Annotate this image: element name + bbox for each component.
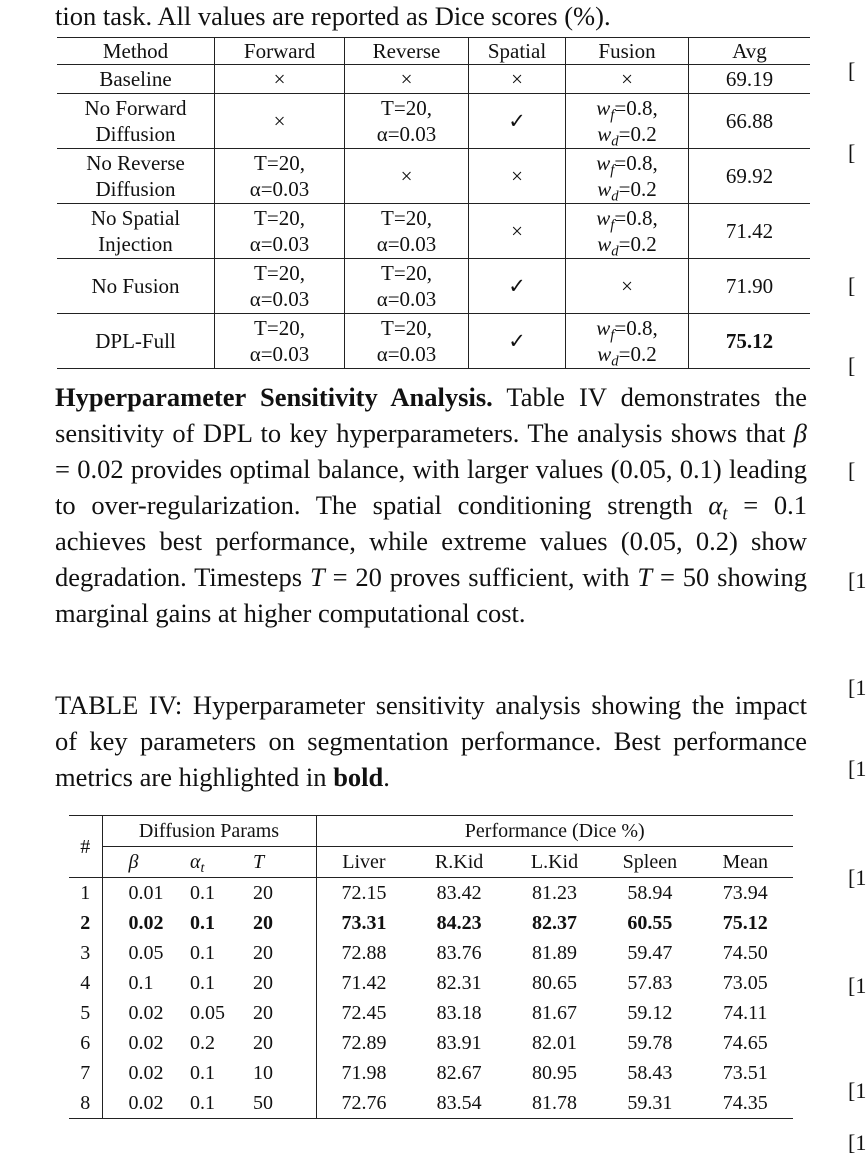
hyperparameter-paragraph <box>55 379 807 631</box>
cell-line: α=0.03 <box>249 287 310 311</box>
perf-cell: 81.89 <box>531 942 577 964</box>
math-value: =0.8, <box>614 96 658 120</box>
math-subscript-var: d <box>611 133 619 150</box>
method-cell <box>57 314 215 369</box>
reference-bracket-fragment: [1 <box>848 1130 866 1155</box>
perf-cell: 84.23 <box>436 912 482 934</box>
reference-bracket-fragment: [1 <box>848 756 866 781</box>
perf-cell: 58.43 <box>627 1062 673 1084</box>
fusion-cell <box>566 149 689 204</box>
table-row <box>57 204 810 259</box>
method-cell <box>57 94 215 149</box>
cell-line: No Fusion <box>91 274 180 298</box>
timesteps-cell: 50 <box>248 1088 316 1119</box>
perf-cell: 82.31 <box>436 972 482 994</box>
alpha-cell: 0.1 <box>190 942 215 964</box>
perf-cell: 75.12 <box>722 912 768 934</box>
beta-cell: 0.02 <box>128 1092 164 1114</box>
cell-line: No Forward <box>84 96 187 120</box>
cell-line: × <box>273 67 286 91</box>
alpha-cell: 0.1 <box>190 882 215 904</box>
reverse-cell <box>345 94 469 149</box>
table-row <box>57 149 810 204</box>
table-row <box>57 94 810 149</box>
cell-line: Baseline <box>99 67 172 91</box>
table-header-row <box>69 816 793 847</box>
paragraph-text: Table IV demonstrates the sensitivity of DPL to key hyperparameters. The analysis shows that <box>55 382 807 448</box>
table-row <box>69 878 793 909</box>
beta-cell: 0.02 <box>128 1062 164 1084</box>
table-row <box>69 1058 793 1088</box>
header-avg: Avg <box>689 38 811 65</box>
paragraph-text: achieves best performance, while extreme values (0.05, 0.2) show degradation. Timesteps <box>55 526 807 592</box>
perf-cell: 81.78 <box>531 1092 577 1114</box>
perf-cell: 74.11 <box>723 1002 768 1024</box>
alpha-cell: 0.1 <box>190 972 215 994</box>
timesteps-cell: 20 <box>248 998 316 1028</box>
cell-line: No Spatial <box>90 206 181 230</box>
cell-line: × <box>400 67 413 91</box>
reference-bracket-fragment: [ <box>848 58 856 83</box>
avg-cell: 71.42 <box>689 204 811 259</box>
math-variable: w <box>597 342 612 366</box>
avg-cell: 69.19 <box>689 65 811 94</box>
reverse-cell <box>345 259 469 314</box>
reference-bracket-fragment: [1 <box>848 973 866 998</box>
cell-line <box>566 176 688 205</box>
perf-cell: 81.67 <box>531 1002 577 1024</box>
fusion-cell <box>566 204 689 259</box>
reference-bracket-fragment: [ <box>848 140 856 165</box>
cross-icon: × <box>469 149 566 204</box>
alpha-cell: 0.05 <box>190 1002 225 1024</box>
math-variable: w <box>596 206 611 230</box>
perf-cell: 72.76 <box>341 1092 387 1114</box>
cell-line: × <box>621 274 633 298</box>
cell-line <box>566 231 688 260</box>
math-variable: T <box>253 851 265 873</box>
beta-cell: 0.01 <box>128 882 164 904</box>
method-cell <box>57 65 215 94</box>
check-icon: ✓ <box>469 94 566 149</box>
cell-line <box>566 95 688 124</box>
alpha-cell: 0.1 <box>190 1062 215 1084</box>
table-iv-caption <box>55 687 807 795</box>
cross-icon: × <box>469 65 566 94</box>
previous-caption-tail: tion task. All values are reported as Dice scores (%). <box>55 1 611 31</box>
cell-line: α=0.03 <box>376 232 437 256</box>
timesteps-cell: 20 <box>248 938 316 968</box>
timesteps-cell: 20 <box>248 1028 316 1058</box>
math-T <box>310 562 382 592</box>
header-param <box>248 847 316 878</box>
reverse-cell <box>345 149 469 204</box>
math-value: =0.2 <box>618 122 657 146</box>
row-index: 7 <box>69 1058 102 1088</box>
forward-cell <box>215 204 345 259</box>
perf-cell: 82.67 <box>436 1062 482 1084</box>
math-variable: w <box>597 122 612 146</box>
avg-cell: 66.88 <box>689 94 811 149</box>
math-value: =0.2 <box>618 232 657 256</box>
forward-cell <box>215 259 345 314</box>
math-subscript-var: f <box>610 107 615 124</box>
cell-line: Injection <box>98 232 173 256</box>
math-variable: T <box>309 562 325 592</box>
cell-line: × <box>273 109 286 133</box>
math-variable: α <box>708 490 723 520</box>
math-subscript <box>611 353 618 369</box>
ablation-table <box>57 37 810 369</box>
paragraph-text: proves sufficient, with <box>381 562 638 592</box>
math-subscript <box>611 243 618 259</box>
math-value: =0.2 <box>618 177 657 201</box>
cell-line: α=0.03 <box>376 122 437 146</box>
table-row <box>69 968 793 998</box>
math-alpha <box>708 490 807 525</box>
cell-line: DPL-Full <box>95 329 176 353</box>
fusion-cell <box>566 65 689 94</box>
math-subscript-var: d <box>611 353 619 370</box>
timesteps-cell: 20 <box>248 968 316 998</box>
perf-cell: 72.88 <box>341 942 387 964</box>
alpha-cell: 0.2 <box>190 1032 215 1054</box>
beta-cell: 0.1 <box>128 972 154 994</box>
perf-cell: 82.37 <box>531 912 577 934</box>
method-cell <box>57 204 215 259</box>
perf-cell: 72.89 <box>341 1032 387 1054</box>
beta-cell: 0.02 <box>128 1002 164 1024</box>
timesteps-cell: 20 <box>248 908 316 938</box>
cell-line: T=20, <box>381 206 432 230</box>
row-index: 2 <box>69 908 102 938</box>
perf-cell: 83.91 <box>436 1032 482 1054</box>
hyperparameter-table <box>69 815 793 1119</box>
row-index: 5 <box>69 998 102 1028</box>
fusion-cell <box>566 94 689 149</box>
perf-cell: 72.15 <box>341 882 387 904</box>
perf-cell: 71.42 <box>341 972 387 994</box>
cell-line: α=0.03 <box>376 287 437 311</box>
reference-bracket-fragment: [1 <box>848 865 866 890</box>
row-index: 6 <box>69 1028 102 1058</box>
perf-cell: 82.01 <box>531 1032 577 1054</box>
perf-cell: 80.65 <box>531 972 577 994</box>
header-diffusion-params: Diffusion Params <box>102 816 316 847</box>
math-variable: α <box>190 851 201 873</box>
timesteps-cell: 10 <box>248 1058 316 1088</box>
math-subscript-var: d <box>611 188 619 205</box>
row-index: 8 <box>69 1088 102 1119</box>
perf-cell: 74.50 <box>722 942 768 964</box>
cell-line: × <box>400 164 413 188</box>
table-row <box>57 259 810 314</box>
table-row <box>69 998 793 1028</box>
math-value: =0.8, <box>614 206 658 230</box>
cell-line: T=20, <box>381 261 432 285</box>
cell-line: T=20, <box>254 261 305 285</box>
header-param <box>185 847 248 878</box>
header-r-kid: R.Kid <box>434 851 484 873</box>
caption-end: . <box>383 762 390 792</box>
header-liver: Liver <box>342 851 386 873</box>
perf-cell: 74.35 <box>722 1092 768 1114</box>
perf-cell: 80.95 <box>531 1062 577 1084</box>
forward-cell <box>215 65 345 94</box>
cell-line: α=0.03 <box>249 342 310 366</box>
math-variable: T <box>637 562 653 592</box>
perf-cell: 74.65 <box>722 1032 768 1054</box>
table-row <box>69 908 793 938</box>
method-cell <box>57 149 215 204</box>
table-row <box>57 314 810 369</box>
perf-cell: 58.94 <box>627 882 673 904</box>
caption-bold-word: bold <box>333 762 384 792</box>
math-value: =0.2 <box>618 342 657 366</box>
header-spleen: Spleen <box>622 851 678 873</box>
math-variable: β <box>793 418 807 448</box>
perf-cell: 73.94 <box>722 882 768 904</box>
math-subscript-var: f <box>610 217 615 234</box>
math-variable: w <box>596 96 611 120</box>
math-subscript-var: f <box>610 327 615 344</box>
fusion-cell <box>566 259 689 314</box>
perf-cell: 83.54 <box>436 1092 482 1114</box>
paragraph-text: provides optimal balance, with larger values (0.05, 0.1) leading to over-regularization. The spatial conditioning strength <box>55 454 807 520</box>
header-reverse: Reverse <box>345 38 469 65</box>
row-index: 4 <box>69 968 102 998</box>
math-value: = 0.02 <box>55 454 124 484</box>
cross-icon: × <box>469 204 566 259</box>
check-icon: ✓ <box>469 259 566 314</box>
table-row <box>57 65 810 94</box>
math-subscript-var: t <box>200 861 205 877</box>
row-index: 1 <box>69 878 102 909</box>
beta-cell: 0.02 <box>128 912 164 934</box>
table-header-row <box>57 38 810 65</box>
cell-line <box>566 341 688 370</box>
alpha-cell: 0.1 <box>190 1092 215 1114</box>
cell-line: T=20, <box>254 151 305 175</box>
header-l-kid: L.Kid <box>530 851 579 873</box>
reference-bracket-fragment: [1 <box>848 1078 866 1103</box>
perf-cell: 83.18 <box>436 1002 482 1024</box>
table-subheader-row <box>69 847 793 878</box>
cell-line <box>566 121 688 150</box>
header-forward: Forward <box>215 38 345 65</box>
forward-cell <box>215 149 345 204</box>
math-value: =0.8, <box>614 316 658 340</box>
table-row <box>69 1088 793 1119</box>
perf-cell: 83.76 <box>436 942 482 964</box>
check-icon: ✓ <box>469 314 566 369</box>
beta-cell: 0.05 <box>128 942 164 964</box>
paragraph-heading: Hyperparameter Sensitivity Analysis. <box>55 382 493 412</box>
cell-line: × <box>621 67 633 91</box>
header-index: # <box>69 816 102 878</box>
math-variable: w <box>597 232 612 256</box>
cell-line: α=0.03 <box>376 342 437 366</box>
method-cell <box>57 259 215 314</box>
reference-bracket-fragment: [ <box>848 353 856 378</box>
cell-line: α=0.03 <box>249 232 310 256</box>
math-value: =0.8, <box>614 151 658 175</box>
header-performance: Performance (Dice %) <box>316 816 793 847</box>
math-subscript <box>201 861 205 876</box>
perf-cell: 81.23 <box>531 882 577 904</box>
math-variable: w <box>596 316 611 340</box>
cell-line: Diffusion <box>95 177 176 201</box>
avg-cell: 75.12 <box>689 314 811 369</box>
header-param <box>102 847 185 878</box>
avg-cell: 71.90 <box>689 259 811 314</box>
math-value: = 50 <box>652 562 710 592</box>
cell-line: T=20, <box>381 316 432 340</box>
reverse-cell <box>345 314 469 369</box>
math-variable: β <box>128 851 139 873</box>
cell-line: Diffusion <box>95 122 176 146</box>
header-spatial: Spatial <box>469 38 566 65</box>
math-subscript <box>611 133 618 149</box>
reverse-cell <box>345 65 469 94</box>
table-row <box>69 1028 793 1058</box>
cell-line <box>566 150 688 179</box>
perf-cell: 59.12 <box>627 1002 673 1024</box>
reverse-cell <box>345 204 469 259</box>
math-subscript <box>611 188 618 204</box>
alpha-cell: 0.1 <box>190 912 215 934</box>
reference-bracket-fragment: [1 <box>848 568 866 593</box>
perf-cell: 60.55 <box>627 912 673 934</box>
math-T <box>637 562 709 592</box>
cell-line: T=20, <box>254 316 305 340</box>
cell-line <box>566 315 688 344</box>
math-value: = 20 <box>324 562 382 592</box>
header-mean: Mean <box>722 851 769 873</box>
cell-line <box>566 205 688 234</box>
perf-cell: 59.78 <box>627 1032 673 1054</box>
math-subscript-var: f <box>610 162 615 179</box>
perf-cell: 59.31 <box>627 1092 673 1114</box>
perf-cell: 57.83 <box>627 972 673 994</box>
header-fusion: Fusion <box>566 38 689 65</box>
forward-cell <box>215 94 345 149</box>
fusion-cell <box>566 314 689 369</box>
beta-cell: 0.02 <box>128 1032 164 1054</box>
header-method: Method <box>57 38 215 65</box>
math-value: = 0.1 <box>727 490 807 520</box>
math-variable: w <box>596 151 611 175</box>
reference-bracket-fragment: [1 <box>848 675 866 700</box>
perf-cell: 73.31 <box>341 912 387 934</box>
math-subscript-var: d <box>611 243 619 260</box>
avg-cell: 69.92 <box>689 149 811 204</box>
perf-cell: 83.42 <box>436 882 482 904</box>
math-variable: w <box>597 177 612 201</box>
perf-cell: 59.47 <box>627 942 673 964</box>
caption-text: TABLE IV: Hyperparameter sensitivity analysis showing the impact of key parameters on segmentation performance. Best performance metrics are highlighted in <box>55 690 807 792</box>
perf-cell: 72.45 <box>341 1002 387 1024</box>
table-row <box>69 938 793 968</box>
reference-bracket-fragment: [ <box>848 273 856 298</box>
forward-cell <box>215 314 345 369</box>
paragraph-text: showing marginal gains at higher computational cost. <box>55 562 807 628</box>
row-index: 3 <box>69 938 102 968</box>
cell-line: T=20, <box>254 206 305 230</box>
perf-cell: 73.51 <box>722 1062 768 1084</box>
cell-line: T=20, <box>381 96 432 120</box>
timesteps-cell: 20 <box>248 878 316 909</box>
cell-line: α=0.03 <box>249 177 310 201</box>
math-subscript-var: t <box>722 503 728 525</box>
perf-cell: 71.98 <box>341 1062 387 1084</box>
perf-cell: 73.05 <box>722 972 768 994</box>
cell-line: No Reverse <box>86 151 185 175</box>
reference-bracket-fragment: [ <box>848 458 856 483</box>
